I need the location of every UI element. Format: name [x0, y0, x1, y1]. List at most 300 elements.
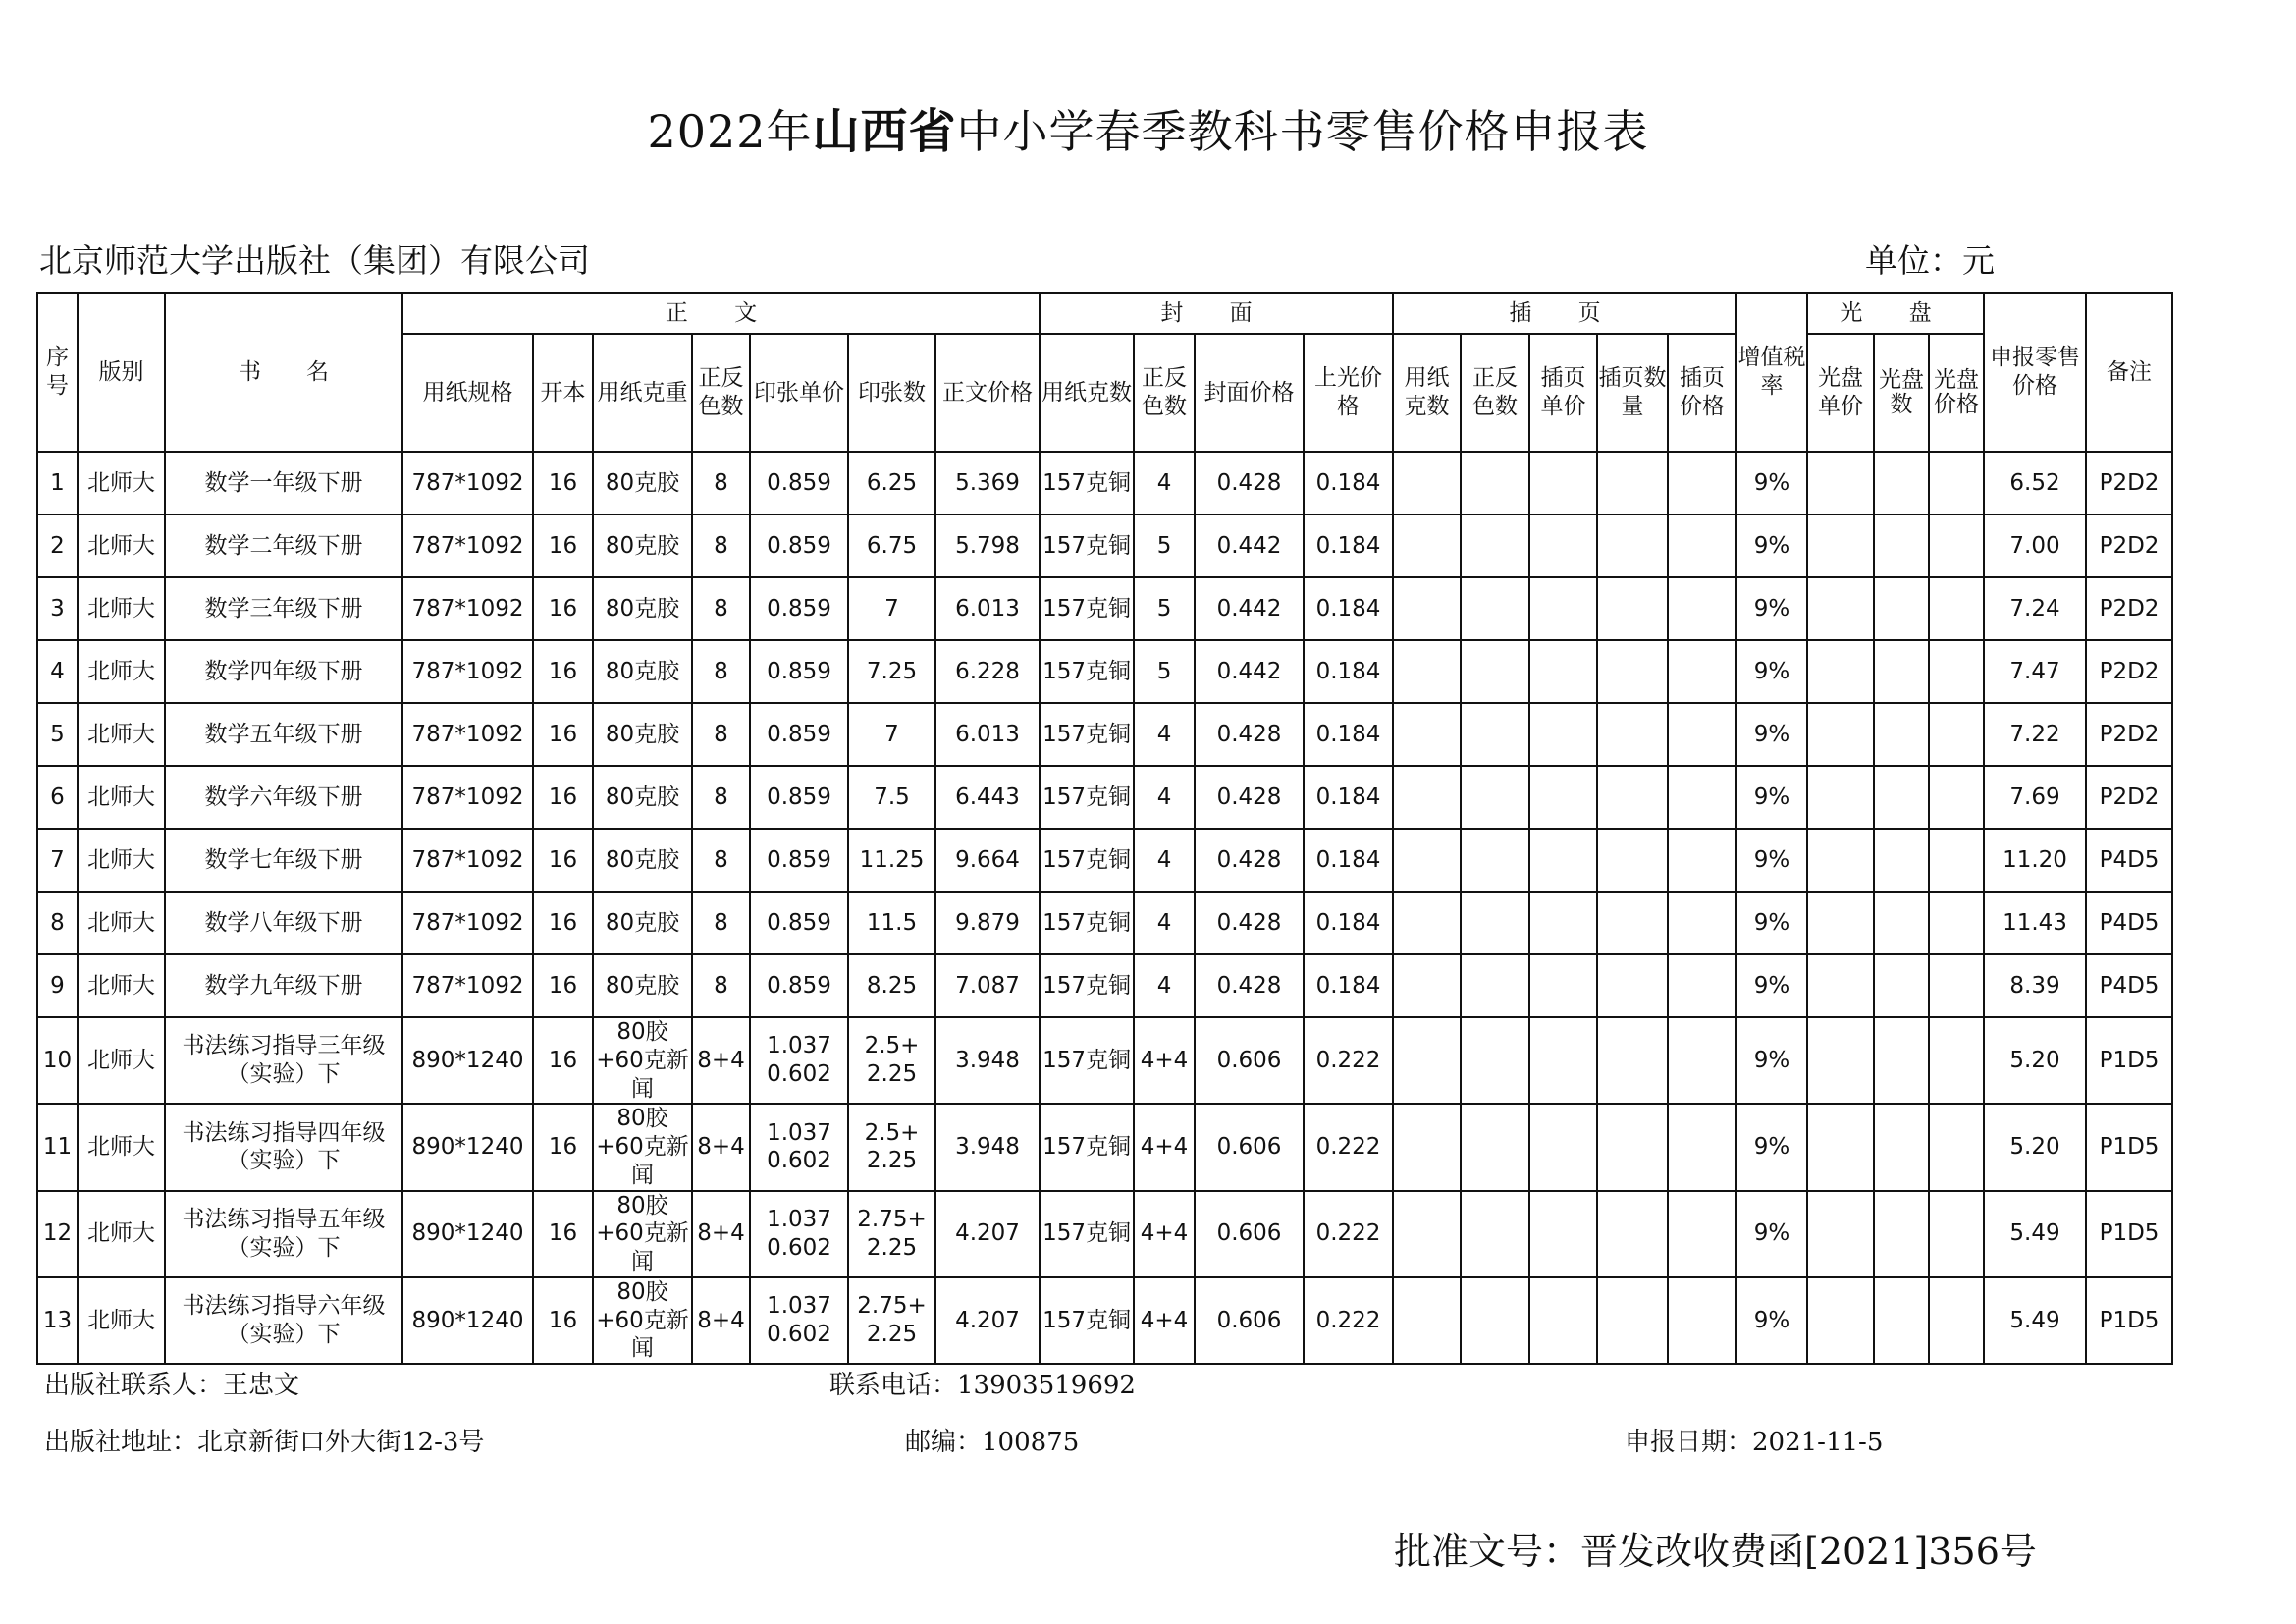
- row-cover-colors: 4: [1134, 954, 1195, 1017]
- row-insert-paper: [1393, 1277, 1461, 1364]
- row-sheet-price: 0.859: [750, 703, 848, 766]
- row-body-colors: 8: [692, 452, 750, 514]
- table-row: [37, 640, 2172, 703]
- row-cover-paper: 157克铜: [1040, 1277, 1134, 1364]
- row-sheet-price: 0.859: [750, 514, 848, 577]
- row-sheet-price: 1.037 0.602: [750, 1277, 848, 1364]
- row-insert-unit-price: [1529, 703, 1597, 766]
- row-insert-price: [1668, 892, 1736, 954]
- row-vat: 9%: [1736, 640, 1807, 703]
- header-disc-group: 光 盘: [1807, 293, 1984, 334]
- table-row: [37, 954, 2172, 1017]
- row-gloss-price: 0.184: [1304, 766, 1393, 829]
- row-edition: 北师大: [78, 1017, 165, 1104]
- row-insert-colors: [1461, 1104, 1529, 1190]
- row-insert-unit-price: [1529, 514, 1597, 577]
- row-disc-count: [1874, 452, 1929, 514]
- row-disc-unit-price: [1807, 892, 1874, 954]
- row-retail-price: 7.00: [1984, 514, 2086, 577]
- row-body-colors: 8+4: [692, 1277, 750, 1364]
- row-body-colors: 8: [692, 514, 750, 577]
- row-insert-price: [1668, 1104, 1736, 1190]
- row-vat: 9%: [1736, 954, 1807, 1017]
- row-cover-price: 0.606: [1195, 1277, 1304, 1364]
- row-seq: 2: [37, 514, 78, 577]
- row-seq: 12: [37, 1191, 78, 1277]
- header-paper-weight: 用纸克重: [593, 334, 692, 452]
- row-insert-count: [1597, 514, 1668, 577]
- row-paper-weight: 80克胶: [593, 640, 692, 703]
- row-sheet-count: 8.25: [848, 954, 935, 1017]
- row-cover-price: 0.428: [1195, 766, 1304, 829]
- row-body-price: 3.948: [935, 1017, 1040, 1104]
- row-remark: P2D2: [2086, 514, 2172, 577]
- row-body-colors: 8: [692, 766, 750, 829]
- row-paper-size: 787*1092: [402, 577, 533, 640]
- row-body-colors: 8+4: [692, 1104, 750, 1190]
- row-sheet-count: 6.75: [848, 514, 935, 577]
- row-gloss-price: 0.222: [1304, 1277, 1393, 1364]
- header-cover-price: 封面价格: [1195, 334, 1304, 452]
- row-retail-price: 7.22: [1984, 703, 2086, 766]
- row-retail-price: 5.49: [1984, 1191, 2086, 1277]
- row-insert-paper: [1393, 703, 1461, 766]
- row-insert-count: [1597, 1277, 1668, 1364]
- row-edition: 北师大: [78, 766, 165, 829]
- row-insert-count: [1597, 829, 1668, 892]
- row-retail-price: 11.20: [1984, 829, 2086, 892]
- row-book-name: 书法练习指导六年级（实验）下: [165, 1277, 402, 1364]
- page-title: [0, 93, 2296, 161]
- row-format: 16: [533, 514, 593, 577]
- row-remark: P2D2: [2086, 703, 2172, 766]
- row-paper-size: 890*1240: [402, 1191, 533, 1277]
- header-sheet-price: 印张单价: [750, 334, 848, 452]
- price-table: [36, 292, 2173, 1365]
- row-format: 16: [533, 892, 593, 954]
- row-sheet-price: 0.859: [750, 829, 848, 892]
- row-seq: 9: [37, 954, 78, 1017]
- row-insert-count: [1597, 1104, 1668, 1190]
- row-disc-count: [1874, 954, 1929, 1017]
- row-retail-price: 8.39: [1984, 954, 2086, 1017]
- row-seq: 5: [37, 703, 78, 766]
- row-insert-price: [1668, 514, 1736, 577]
- row-disc-price: [1929, 514, 1984, 577]
- row-cover-paper: 157克铜: [1040, 514, 1134, 577]
- row-insert-paper: [1393, 1191, 1461, 1277]
- row-paper-size: 890*1240: [402, 1277, 533, 1364]
- header-disc-unit-price: 光盘单价: [1807, 334, 1874, 452]
- header-insert-group: 插 页: [1393, 293, 1736, 334]
- row-body-colors: 8: [692, 954, 750, 1017]
- row-insert-paper: [1393, 577, 1461, 640]
- row-book-name: 数学九年级下册: [165, 954, 402, 1017]
- row-body-price: 6.013: [935, 703, 1040, 766]
- row-disc-count: [1874, 1017, 1929, 1104]
- row-cover-colors: 5: [1134, 577, 1195, 640]
- row-disc-price: [1929, 1191, 1984, 1277]
- row-cover-paper: 157克铜: [1040, 1104, 1134, 1190]
- row-insert-colors: [1461, 1017, 1529, 1104]
- row-insert-unit-price: [1529, 892, 1597, 954]
- row-insert-colors: [1461, 766, 1529, 829]
- row-seq: 13: [37, 1277, 78, 1364]
- row-edition: 北师大: [78, 892, 165, 954]
- row-disc-count: [1874, 1104, 1929, 1190]
- row-cover-price: 0.428: [1195, 452, 1304, 514]
- row-insert-count: [1597, 766, 1668, 829]
- row-sheet-price: 0.859: [750, 452, 848, 514]
- row-disc-unit-price: [1807, 766, 1874, 829]
- row-insert-colors: [1461, 452, 1529, 514]
- row-sheet-count: 7: [848, 703, 935, 766]
- row-gloss-price: 0.222: [1304, 1191, 1393, 1277]
- row-paper-size: 787*1092: [402, 954, 533, 1017]
- header-body-colors: 正反色数: [692, 334, 750, 452]
- row-insert-paper: [1393, 514, 1461, 577]
- row-seq: 4: [37, 640, 78, 703]
- table-row: [37, 703, 2172, 766]
- row-sheet-price: 1.037 0.602: [750, 1104, 848, 1190]
- row-paper-weight: 80克胶: [593, 892, 692, 954]
- row-format: 16: [533, 703, 593, 766]
- row-edition: 北师大: [78, 829, 165, 892]
- header-insert-count: 插页数量: [1597, 334, 1668, 452]
- row-disc-unit-price: [1807, 703, 1874, 766]
- row-body-colors: 8+4: [692, 1017, 750, 1104]
- row-body-colors: 8: [692, 829, 750, 892]
- row-paper-weight: 80克胶: [593, 766, 692, 829]
- table-row: [37, 766, 2172, 829]
- row-remark: P2D2: [2086, 766, 2172, 829]
- row-book-name: 数学五年级下册: [165, 703, 402, 766]
- row-body-price: 3.948: [935, 1104, 1040, 1190]
- row-cover-paper: 157克铜: [1040, 766, 1134, 829]
- row-cover-colors: 4+4: [1134, 1017, 1195, 1104]
- row-insert-unit-price: [1529, 829, 1597, 892]
- row-disc-unit-price: [1807, 954, 1874, 1017]
- row-cover-colors: 4+4: [1134, 1191, 1195, 1277]
- row-disc-price: [1929, 1104, 1984, 1190]
- row-seq: 3: [37, 577, 78, 640]
- table-row: [37, 1277, 2172, 1364]
- row-cover-price: 0.428: [1195, 892, 1304, 954]
- row-disc-price: [1929, 829, 1984, 892]
- row-cover-colors: 5: [1134, 640, 1195, 703]
- row-format: 16: [533, 1017, 593, 1104]
- row-insert-count: [1597, 954, 1668, 1017]
- row-cover-colors: 4+4: [1134, 1104, 1195, 1190]
- row-insert-paper: [1393, 1017, 1461, 1104]
- row-cover-paper: 157克铜: [1040, 892, 1134, 954]
- row-paper-size: 787*1092: [402, 766, 533, 829]
- row-insert-price: [1668, 954, 1736, 1017]
- row-gloss-price: 0.222: [1304, 1104, 1393, 1190]
- row-paper-size: 890*1240: [402, 1017, 533, 1104]
- row-retail-price: 6.52: [1984, 452, 2086, 514]
- row-disc-price: [1929, 577, 1984, 640]
- approval-number: 批准文号：晋发改收费函[2021]356号: [1394, 1530, 2037, 1573]
- row-sheet-price: 1.037 0.602: [750, 1191, 848, 1277]
- row-insert-paper: [1393, 829, 1461, 892]
- row-cover-price: 0.442: [1195, 577, 1304, 640]
- row-body-price: 5.369: [935, 452, 1040, 514]
- row-insert-count: [1597, 577, 1668, 640]
- row-edition: 北师大: [78, 452, 165, 514]
- row-insert-unit-price: [1529, 1104, 1597, 1190]
- row-sheet-count: 6.25: [848, 452, 935, 514]
- row-insert-colors: [1461, 514, 1529, 577]
- row-disc-unit-price: [1807, 1277, 1874, 1364]
- header-disc-count: 光盘数: [1874, 334, 1929, 452]
- row-insert-colors: [1461, 1277, 1529, 1364]
- row-format: 16: [533, 1191, 593, 1277]
- row-insert-count: [1597, 892, 1668, 954]
- declaration-date: 申报日期：2021-11-5: [1625, 1428, 1884, 1457]
- row-seq: 11: [37, 1104, 78, 1190]
- row-remark: P4D5: [2086, 829, 2172, 892]
- row-vat: 9%: [1736, 1277, 1807, 1364]
- row-gloss-price: 0.222: [1304, 1017, 1393, 1104]
- row-book-name: 数学六年级下册: [165, 766, 402, 829]
- row-format: 16: [533, 452, 593, 514]
- row-gloss-price: 0.184: [1304, 954, 1393, 1017]
- row-paper-weight: 80胶+60克新闻: [593, 1104, 692, 1190]
- row-cover-paper: 157克铜: [1040, 829, 1134, 892]
- row-body-colors: 8: [692, 640, 750, 703]
- header-insert-unit-price: 插页单价: [1529, 334, 1597, 452]
- row-format: 16: [533, 577, 593, 640]
- row-paper-size: 787*1092: [402, 640, 533, 703]
- row-disc-price: [1929, 892, 1984, 954]
- row-vat: 9%: [1736, 703, 1807, 766]
- row-body-price: 6.228: [935, 640, 1040, 703]
- row-cover-paper: 157克铜: [1040, 1191, 1134, 1277]
- row-seq: 6: [37, 766, 78, 829]
- row-cover-price: 0.428: [1195, 954, 1304, 1017]
- row-disc-price: [1929, 640, 1984, 703]
- row-format: 16: [533, 1277, 593, 1364]
- row-insert-unit-price: [1529, 1017, 1597, 1104]
- row-sheet-price: 1.037 0.602: [750, 1017, 848, 1104]
- row-body-price: 7.087: [935, 954, 1040, 1017]
- row-insert-count: [1597, 703, 1668, 766]
- row-remark: P2D2: [2086, 577, 2172, 640]
- row-paper-weight: 80胶+60克新闻: [593, 1191, 692, 1277]
- row-sheet-price: 0.859: [750, 766, 848, 829]
- row-sheet-count: 2.75+ 2.25: [848, 1191, 935, 1277]
- row-body-price: 9.879: [935, 892, 1040, 954]
- publisher-name: 北京师范大学出版社（集团）有限公司: [39, 242, 590, 280]
- row-sheet-price: 0.859: [750, 892, 848, 954]
- row-disc-count: [1874, 514, 1929, 577]
- row-disc-count: [1874, 1191, 1929, 1277]
- row-format: 16: [533, 766, 593, 829]
- row-edition: 北师大: [78, 577, 165, 640]
- header-insert-colors: 正反色数: [1461, 334, 1529, 452]
- table-row: [37, 892, 2172, 954]
- table-row: [37, 514, 2172, 577]
- header-declared-price: 申报零售价格: [1984, 293, 2086, 452]
- row-sheet-price: 0.859: [750, 577, 848, 640]
- row-paper-weight: 80克胶: [593, 452, 692, 514]
- row-remark: P1D5: [2086, 1017, 2172, 1104]
- row-book-name: 数学四年级下册: [165, 640, 402, 703]
- row-disc-price: [1929, 1277, 1984, 1364]
- row-disc-price: [1929, 703, 1984, 766]
- row-sheet-price: 0.859: [750, 954, 848, 1017]
- header-vat: 增值税率: [1736, 293, 1807, 452]
- row-disc-unit-price: [1807, 514, 1874, 577]
- row-insert-unit-price: [1529, 1277, 1597, 1364]
- row-cover-colors: 4: [1134, 766, 1195, 829]
- header-body-price: 正文价格: [935, 334, 1040, 452]
- row-cover-paper: 157克铜: [1040, 703, 1134, 766]
- row-book-name: 数学二年级下册: [165, 514, 402, 577]
- row-cover-price: 0.606: [1195, 1191, 1304, 1277]
- row-book-name: 书法练习指导三年级（实验）下: [165, 1017, 402, 1104]
- header-disc-price: 光盘价格: [1929, 334, 1984, 452]
- row-paper-weight: 80克胶: [593, 703, 692, 766]
- row-disc-unit-price: [1807, 640, 1874, 703]
- row-insert-price: [1668, 640, 1736, 703]
- row-sheet-count: 11.5: [848, 892, 935, 954]
- row-remark: P1D5: [2086, 1191, 2172, 1277]
- row-edition: 北师大: [78, 1104, 165, 1190]
- row-insert-price: [1668, 452, 1736, 514]
- row-insert-colors: [1461, 1191, 1529, 1277]
- row-insert-paper: [1393, 954, 1461, 1017]
- row-insert-paper: [1393, 640, 1461, 703]
- header-paper-size: 用纸规格: [402, 334, 533, 452]
- row-paper-weight: 80胶+60克新闻: [593, 1017, 692, 1104]
- row-disc-price: [1929, 954, 1984, 1017]
- row-seq: 1: [37, 452, 78, 514]
- row-paper-size: 890*1240: [402, 1104, 533, 1190]
- row-disc-count: [1874, 640, 1929, 703]
- row-insert-count: [1597, 1191, 1668, 1277]
- header-gloss-price: 上光价格: [1304, 334, 1393, 452]
- header-body-group: 正 文: [402, 293, 1040, 334]
- row-retail-price: 5.49: [1984, 1277, 2086, 1364]
- row-book-name: 书法练习指导四年级（实验）下: [165, 1104, 402, 1190]
- row-remark: P4D5: [2086, 892, 2172, 954]
- row-cover-price: 0.606: [1195, 1017, 1304, 1104]
- header-book-name: 书 名: [165, 293, 402, 452]
- row-body-colors: 8: [692, 892, 750, 954]
- row-retail-price: 7.69: [1984, 766, 2086, 829]
- row-insert-price: [1668, 1277, 1736, 1364]
- table-row: [37, 577, 2172, 640]
- row-gloss-price: 0.184: [1304, 892, 1393, 954]
- header-remark: 备注: [2086, 293, 2172, 452]
- row-retail-price: 5.20: [1984, 1017, 2086, 1104]
- header-cover-colors: 正反色数: [1134, 334, 1195, 452]
- row-disc-unit-price: [1807, 1017, 1874, 1104]
- row-sheet-count: 7: [848, 577, 935, 640]
- row-insert-count: [1597, 452, 1668, 514]
- row-vat: 9%: [1736, 1104, 1807, 1190]
- row-insert-price: [1668, 577, 1736, 640]
- row-seq: 8: [37, 892, 78, 954]
- row-vat: 9%: [1736, 892, 1807, 954]
- row-cover-colors: 4: [1134, 452, 1195, 514]
- row-cover-colors: 4: [1134, 703, 1195, 766]
- row-disc-unit-price: [1807, 1191, 1874, 1277]
- row-paper-size: 787*1092: [402, 703, 533, 766]
- row-cover-colors: 4: [1134, 829, 1195, 892]
- row-vat: 9%: [1736, 829, 1807, 892]
- row-remark: P2D2: [2086, 452, 2172, 514]
- row-remark: P1D5: [2086, 1104, 2172, 1190]
- row-remark: P2D2: [2086, 640, 2172, 703]
- row-cover-price: 0.428: [1195, 703, 1304, 766]
- row-insert-colors: [1461, 829, 1529, 892]
- header-cover-group: 封 面: [1040, 293, 1393, 334]
- row-paper-weight: 80胶+60克新闻: [593, 1277, 692, 1364]
- row-insert-paper: [1393, 892, 1461, 954]
- row-insert-colors: [1461, 703, 1529, 766]
- row-cover-price: 0.442: [1195, 640, 1304, 703]
- row-vat: 9%: [1736, 452, 1807, 514]
- row-retail-price: 11.43: [1984, 892, 2086, 954]
- contact-person: 出版社联系人：王忠文: [44, 1371, 300, 1400]
- row-insert-unit-price: [1529, 577, 1597, 640]
- row-insert-colors: [1461, 954, 1529, 1017]
- row-book-name: 数学七年级下册: [165, 829, 402, 892]
- row-body-price: 4.207: [935, 1277, 1040, 1364]
- row-disc-price: [1929, 766, 1984, 829]
- row-disc-count: [1874, 703, 1929, 766]
- row-vat: 9%: [1736, 1191, 1807, 1277]
- row-insert-paper: [1393, 766, 1461, 829]
- row-disc-unit-price: [1807, 1104, 1874, 1190]
- row-vat: 9%: [1736, 1017, 1807, 1104]
- row-insert-price: [1668, 766, 1736, 829]
- row-gloss-price: 0.184: [1304, 703, 1393, 766]
- row-insert-unit-price: [1529, 766, 1597, 829]
- row-disc-count: [1874, 1277, 1929, 1364]
- row-gloss-price: 0.184: [1304, 640, 1393, 703]
- row-gloss-price: 0.184: [1304, 452, 1393, 514]
- row-paper-weight: 80克胶: [593, 514, 692, 577]
- row-gloss-price: 0.184: [1304, 577, 1393, 640]
- row-vat: 9%: [1736, 577, 1807, 640]
- row-insert-price: [1668, 703, 1736, 766]
- row-edition: 北师大: [78, 1191, 165, 1277]
- row-cover-price: 0.442: [1195, 514, 1304, 577]
- row-insert-unit-price: [1529, 452, 1597, 514]
- row-body-price: 4.207: [935, 1191, 1040, 1277]
- row-body-price: 9.664: [935, 829, 1040, 892]
- row-sheet-price: 0.859: [750, 640, 848, 703]
- row-insert-unit-price: [1529, 640, 1597, 703]
- row-book-name: 数学八年级下册: [165, 892, 402, 954]
- row-cover-paper: 157克铜: [1040, 577, 1134, 640]
- row-book-name: 数学一年级下册: [165, 452, 402, 514]
- row-cover-colors: 4+4: [1134, 1277, 1195, 1364]
- row-insert-unit-price: [1529, 954, 1597, 1017]
- row-paper-weight: 80克胶: [593, 954, 692, 1017]
- title-suffix: 中小学春季教科书零售价格申报表: [956, 105, 1649, 158]
- row-cover-paper: 157克铜: [1040, 452, 1134, 514]
- header-cover-paper: 用纸克数: [1040, 334, 1134, 452]
- currency-unit: 单位：元: [1865, 242, 1995, 280]
- row-sheet-count: 2.75+ 2.25: [848, 1277, 935, 1364]
- contact-phone: 联系电话：13903519692: [829, 1371, 1136, 1400]
- row-edition: 北师大: [78, 640, 165, 703]
